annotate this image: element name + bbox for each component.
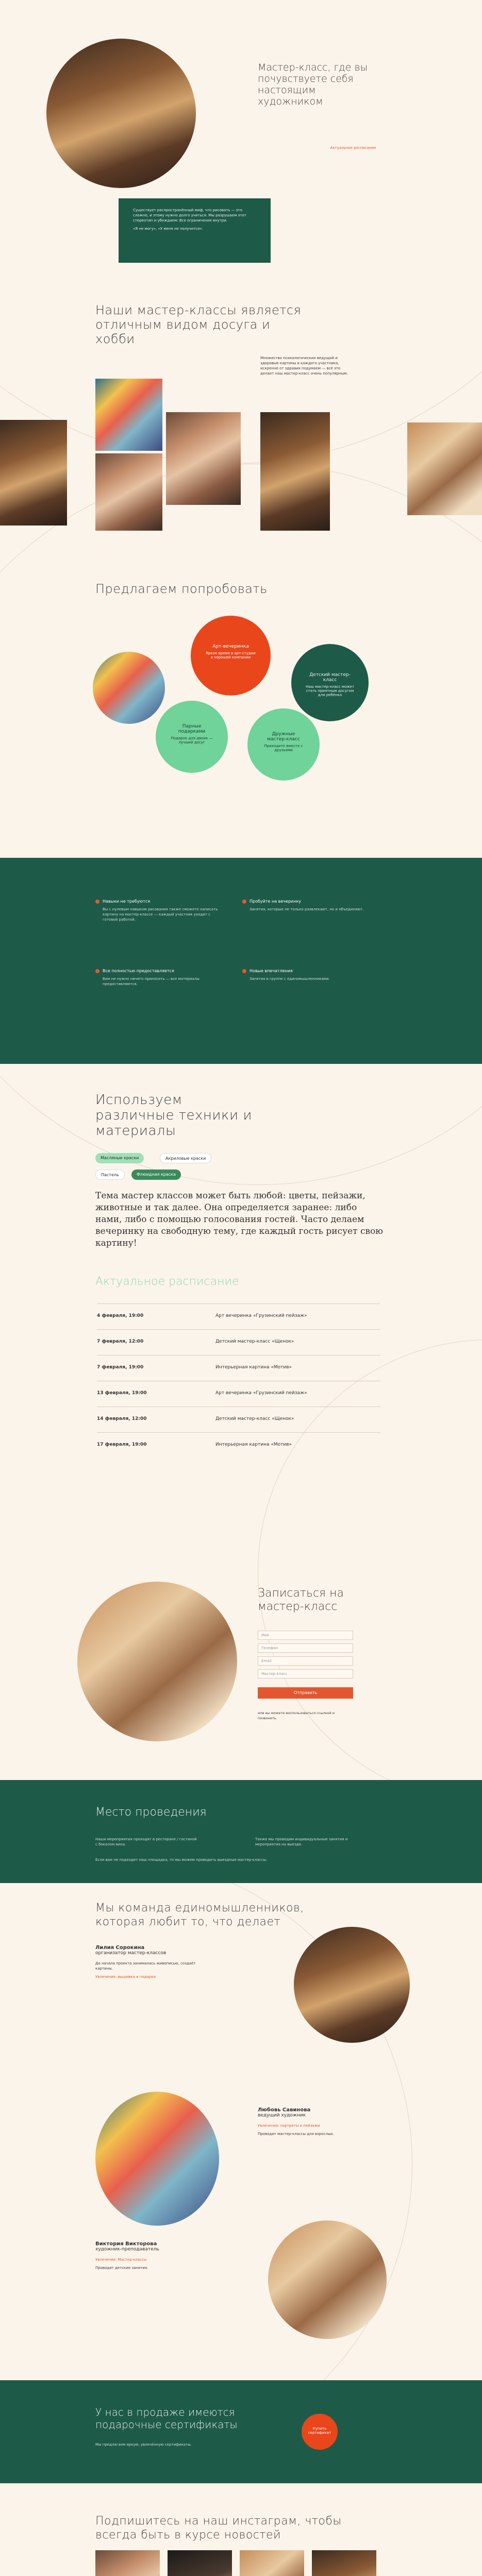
leisure-photo-6: [407, 422, 482, 515]
team-title: Мы команда единомышленников, которая любит то, что делает: [95, 1902, 304, 1928]
offer-circle-title: Детский мастер-класс: [309, 672, 351, 683]
submit-button[interactable]: Отправить: [258, 1687, 353, 1699]
feature-item: [95, 899, 219, 922]
team-member-1: [95, 1945, 209, 1979]
team-photo-1: [294, 1927, 410, 2043]
offer-photo: [93, 652, 165, 724]
leisure-photo-4: [166, 412, 241, 505]
team-member-3: [95, 2241, 209, 2270]
technique-chip[interactable]: Масляные краски: [95, 1153, 144, 1163]
member-name: Любовь Савинова: [258, 2107, 311, 2113]
feature-item: [242, 899, 366, 912]
team-photo-2: [95, 2092, 219, 2226]
techniques-text: Тема мастер классов может быть любой: цветы, пейзажи, животные и так далее. Она определяется заранее: либо нами, либо с помощью голосования гостей. Часто делаем вечеринку на свободную тему, где каждый гость рисует свою картину!: [95, 1191, 384, 1248]
member-accent: Увлечения: вышивка и подарки: [95, 1975, 156, 1979]
offer-circle-text: Наш мастер-класс может стать приятным досугом для ребёнка: [305, 685, 355, 697]
team-photo-3: [268, 2221, 387, 2339]
phone-field[interactable]: Телефон: [258, 1643, 353, 1653]
hero-card: [119, 198, 271, 263]
certificate-title: У нас в продаже имеются подарочные сертификаты: [95, 2406, 238, 2431]
technique-chip[interactable]: Флюидная краска: [131, 1170, 181, 1180]
schedule-row[interactable]: [97, 1381, 380, 1404]
schedule-date: 7 февраля, 12:00: [97, 1339, 144, 1344]
feature-title: Все полностью предоставляется: [103, 969, 174, 973]
schedule-row[interactable]: [97, 1303, 380, 1327]
leisure-text: Множество психологических ведущий и здоровые картины в каждого участника, искренне от здравия подумаем — всё это делает наш мастер-класс очень популярным.: [260, 356, 348, 376]
instagram-photo-1[interactable]: [95, 2550, 160, 2576]
offer-circle-pairs[interactable]: [156, 701, 228, 773]
venue-right: Также мы проводим индивидуальные занятия и мероприятия на выезде.: [255, 1837, 348, 1846]
bullet-icon: [242, 969, 246, 973]
offer-circle-title: Дружные мастер-класс: [267, 732, 300, 742]
email-field[interactable]: Email: [258, 1656, 353, 1666]
member-role: организатор мастер-классов: [95, 1951, 167, 1956]
buy-certificate-button[interactable]: Купить сертификат: [302, 2414, 338, 2450]
schedule-title: Актуальное расписание: [95, 1275, 239, 1288]
venue-title: Место проведения: [95, 1806, 207, 1819]
offer-circle-text: Подарок для двоих — лучший досуг: [171, 736, 213, 744]
schedule-event: Интерьерная картина «Мотив»: [215, 1365, 292, 1370]
hero-date-badge[interactable]: Актуальное расписание: [330, 146, 376, 150]
feature-text: Вам не нужно ничего приносить — все материалы предоставляются.: [103, 977, 200, 986]
hero-photo: [46, 39, 196, 188]
leisure-photo-3: [95, 453, 162, 531]
offer-title: Предлагаем попробовать: [95, 582, 268, 596]
schedule-date: 17 февраля, 19:00: [97, 1442, 147, 1447]
member-name: Виктория Викторова: [95, 2241, 157, 2247]
technique-chip[interactable]: Пастель: [95, 1170, 125, 1180]
schedule-row[interactable]: [97, 1355, 380, 1379]
schedule-event: Детский мастер-класс «Щенок»: [215, 1416, 294, 1421]
offer-circle-title: Арт-вечеринка: [212, 644, 249, 649]
bullet-icon: [95, 900, 99, 904]
name-field[interactable]: Имя: [258, 1631, 353, 1640]
signup-photo: [77, 1582, 237, 1741]
feature-title: Пробуйте на вечеринку: [250, 899, 302, 904]
features-section: [0, 858, 482, 1064]
bullet-icon: [242, 900, 246, 904]
offer-circle-text: Приходите вместе с друзьями: [264, 744, 303, 752]
class-select[interactable]: Мастер-класс: [258, 1669, 353, 1679]
offer-circle-text: Яркое время в арт-студии в хорошей компании: [206, 651, 256, 659]
member-name: Лилия Сорокина: [95, 1945, 145, 1951]
team-member-2: [258, 2107, 361, 2137]
schedule-row[interactable]: [97, 1329, 380, 1353]
signup-note: или вы можете воспользоваться ссылкой и позвонить.: [258, 1711, 335, 1720]
instagram-photo-2[interactable]: [168, 2550, 232, 2576]
leisure-photo-1: [0, 420, 67, 526]
schedule-date: 14 февраля, 12:00: [97, 1416, 147, 1421]
venue-section: [0, 1780, 482, 1883]
feature-item: [242, 969, 366, 981]
schedule-event: Арт вечеринка «Грузинский пейзаж»: [215, 1313, 307, 1318]
bullet-icon: [95, 969, 99, 973]
feature-item: [95, 969, 219, 987]
leisure-photo-2: [95, 379, 162, 451]
offer-circle-title: Парные подарками: [178, 724, 206, 734]
member-accent: Увлечения: Мастер-классы: [95, 2258, 147, 2262]
schedule-date: 4 февраля, 19:00: [97, 1313, 144, 1318]
offer-circle-kids[interactable]: [291, 644, 369, 721]
member-role: ведущий художник: [258, 2113, 306, 2118]
technique-chip[interactable]: Акриловые краски: [160, 1153, 211, 1163]
certificate-text: Мы предлагаем яркую, увлечённую сертификаты.: [95, 2443, 192, 2447]
member-accent: Увлечения: портреты и пейзажи: [258, 2124, 320, 2128]
member-text: До начала проекта занималась живописью, создаёт картины.: [95, 1961, 196, 1971]
signup-title: Записаться на мастер-класс: [258, 1587, 344, 1613]
venue-bottom: Если вам не подходит наш площадка, то мы можем проводить выездные мастер-классы.: [95, 1858, 268, 1862]
schedule-row[interactable]: [97, 1406, 380, 1430]
schedule-row[interactable]: [97, 1432, 380, 1456]
feature-text: Занятия в группе с единомышленниками.: [250, 977, 330, 981]
certificate-section: [0, 2380, 482, 2483]
member-role: художник-преподаватель: [95, 2247, 159, 2252]
instagram-photo-4[interactable]: [312, 2550, 376, 2576]
leisure-photo-5: [260, 412, 330, 531]
leisure-title: Наши мастер-классы является отличным видом досуга и хобби: [95, 303, 302, 346]
techniques-title: Используем различные техники и материалы: [95, 1092, 252, 1139]
member-text: Проводит мастер-классы для взрослых.: [258, 2132, 334, 2136]
hero-card-quote: «Я не могу», «У меня не получится».: [133, 227, 203, 231]
feature-title: Новые впечатления: [250, 969, 293, 973]
member-text: Проводит детские занятия.: [95, 2266, 148, 2270]
schedule-date: 7 февраля, 19:00: [97, 1365, 144, 1370]
instagram-photo-3[interactable]: [240, 2550, 304, 2576]
schedule-event: Арт вечеринка «Грузинский пейзаж»: [215, 1391, 307, 1396]
schedule-event: Детский мастер-класс «Щенок»: [215, 1339, 294, 1344]
hero-title: Мастер-класс, где вы почувствуете себя настоящим художником: [258, 62, 368, 107]
decorative-arc: [0, 464, 482, 1185]
schedule-event: Интерьерная картина «Мотив»: [215, 1442, 292, 1447]
hero-card-text: Существует распространённый миф, что рисовать — это сложно, и этому нужно долго учиться. Мы разрушаем этот стереотип и убеждаем: Все ограничения внутри.: [133, 208, 246, 223]
feature-title: Навыки не требуются: [103, 899, 151, 904]
feature-text: Занятия, которые не только развлекают, но и объединяют.: [250, 907, 364, 911]
schedule-date: 13 февраля, 19:00: [97, 1391, 147, 1396]
offer-circle-friends[interactable]: [247, 708, 320, 781]
instagram-title: Подпишитесь на наш инстаграм, чтобы всегда быть в курсе новостей: [95, 2515, 342, 2541]
venue-left: Наши мероприятия проходят в ресторане / гостиной с бокалом вина.: [95, 1837, 197, 1846]
offer-circle-art-party[interactable]: [191, 616, 271, 696]
feature-text: Вы с нулевым навыком рисования также сможете написать картину на мастер-классе — каждый участник уходит с готовой работой.: [103, 907, 218, 922]
